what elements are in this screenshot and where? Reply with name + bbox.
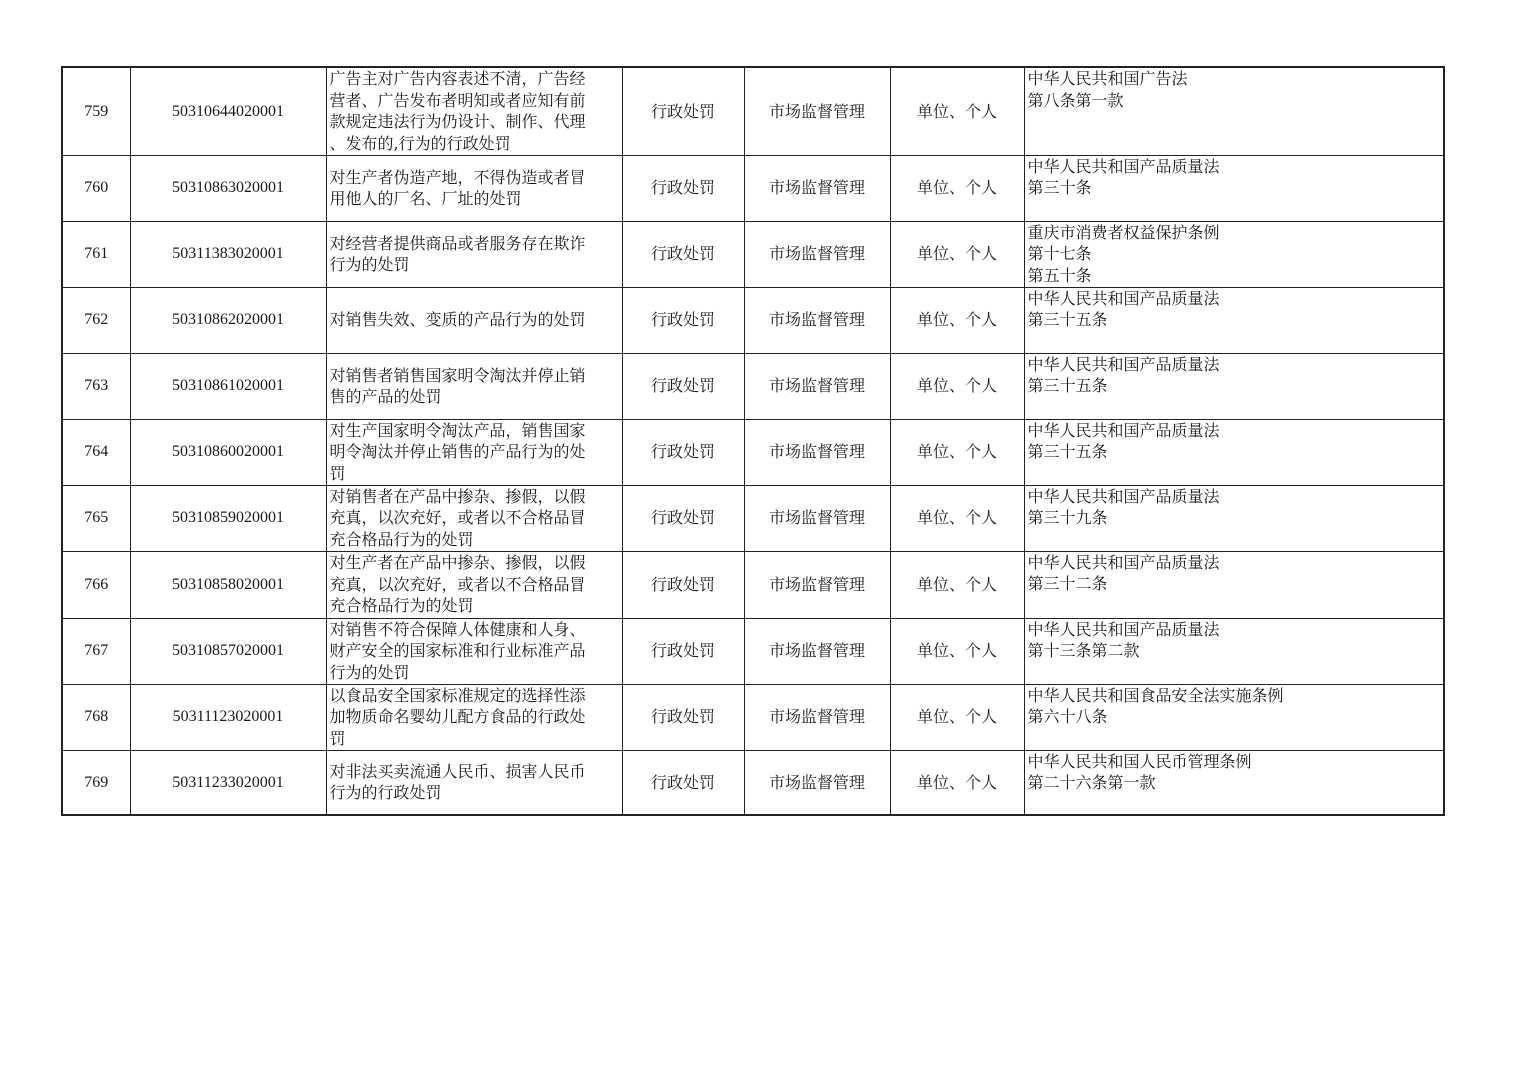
- legal-basis-line: 中华人民共和国产品质量法: [1027, 288, 1220, 308]
- item-name-line: 财产安全的国家标准和行业标准产品: [329, 641, 586, 661]
- item-name-line: 充合格品行为的处罚: [329, 596, 474, 616]
- power-type-cell: 行政处罚: [622, 419, 744, 485]
- power-type-cell: 行政处罚: [622, 67, 744, 155]
- legal-basis-cell: [1024, 684, 1444, 750]
- department-cell: 市场监督管理: [744, 155, 890, 221]
- item-name-line: 罚: [329, 463, 346, 483]
- legal-basis-cell: [1024, 353, 1444, 419]
- power-type-cell: 行政处罚: [622, 287, 744, 353]
- legal-basis-cell: [1024, 750, 1444, 815]
- legal-basis-line: 中华人民共和国产品质量法: [1027, 156, 1220, 176]
- item-name-cell: [326, 419, 622, 485]
- row-number-cell: 769: [62, 750, 130, 815]
- table-row: [62, 67, 1444, 155]
- item-name-line: 充真，以次充好，或者以不合格品冒: [329, 574, 586, 594]
- legal-basis-line: 中华人民共和国产品质量法: [1027, 420, 1220, 440]
- power-type-cell: 行政处罚: [622, 551, 744, 618]
- department-cell: 市场监督管理: [744, 618, 890, 684]
- legal-basis-line: 第三十五条: [1027, 376, 1108, 395]
- table-row: [62, 551, 1444, 618]
- rights-list-table: [61, 66, 1445, 816]
- item-name-line: 充合格品行为的处罚: [329, 529, 474, 549]
- legal-basis-cell: [1024, 485, 1444, 551]
- legal-basis-cell: [1024, 287, 1444, 353]
- item-name-line: 对销售不符合保障人体健康和人身、: [329, 619, 586, 639]
- item-name-line: 行为的行政处罚: [329, 783, 442, 803]
- item-code-cell: 50310857020001: [130, 618, 326, 684]
- item-name-line: 对经营者提供商品或者服务存在欺诈: [329, 233, 586, 253]
- table-row: [62, 353, 1444, 419]
- item-name-cell: [326, 155, 622, 221]
- item-code-cell: 50311233020001: [130, 750, 326, 815]
- item-code-cell: 50310861020001: [130, 353, 326, 419]
- item-code-cell: 50311123020001: [130, 684, 326, 750]
- table-body: [62, 67, 1444, 815]
- table-row: [62, 419, 1444, 485]
- subject-cell: 单位、个人: [890, 684, 1024, 750]
- item-name-cell: [326, 551, 622, 618]
- item-name-line: 对销售者销售国家明令淘汰并停止销: [329, 365, 586, 385]
- department-cell: 市场监督管理: [744, 353, 890, 419]
- table-row: [62, 287, 1444, 353]
- power-type-cell: 行政处罚: [622, 155, 744, 221]
- power-type-cell: 行政处罚: [622, 353, 744, 419]
- table-row: [62, 485, 1444, 551]
- item-name-line: 对销售者在产品中掺杂、掺假，以假: [329, 486, 586, 506]
- legal-basis-line: 第八条第一款: [1027, 90, 1124, 110]
- item-name-line: 行为的处罚: [329, 662, 410, 682]
- item-name-line: 以食品安全国家标准规定的选择性添: [329, 685, 586, 705]
- table-row: [62, 221, 1444, 287]
- subject-cell: 单位、个人: [890, 221, 1024, 287]
- item-name-cell: [326, 221, 622, 287]
- legal-basis-line: 第五十条: [1027, 265, 1092, 285]
- legal-basis-line: 第十三条第二款: [1027, 641, 1140, 660]
- subject-cell: 单位、个人: [890, 485, 1024, 551]
- subject-cell: 单位、个人: [890, 155, 1024, 221]
- item-name-line: 、发布的,行为的行政处罚: [329, 133, 511, 153]
- legal-basis-line: 第六十八条: [1027, 707, 1108, 726]
- legal-basis-cell: [1024, 551, 1444, 618]
- item-code-cell: 50311383020001: [130, 221, 326, 287]
- legal-basis-line: 中华人民共和国产品质量法: [1027, 552, 1220, 572]
- item-name-line: 充真，以次充好，或者以不合格品冒: [329, 508, 586, 528]
- row-number-cell: 763: [62, 353, 130, 419]
- row-number-cell: 765: [62, 485, 130, 551]
- legal-basis-cell: [1024, 67, 1444, 155]
- item-name-line: 明令淘汰并停止销售的产品行为的处: [329, 442, 586, 462]
- legal-basis-line: 第二十六条第一款: [1027, 773, 1156, 792]
- legal-basis-line: 第十七条: [1027, 244, 1092, 263]
- item-name-line: 罚: [329, 728, 346, 748]
- item-name-line: 对非法买卖流通人民币、损害人民币: [329, 761, 586, 781]
- power-type-cell: 行政处罚: [622, 618, 744, 684]
- legal-basis-line: 第三十条: [1027, 178, 1092, 197]
- item-name-line: 营者、广告发布者明知或者应知有前: [329, 90, 586, 110]
- item-name-cell: [326, 485, 622, 551]
- department-cell: 市场监督管理: [744, 419, 890, 485]
- subject-cell: 单位、个人: [890, 551, 1024, 618]
- row-number-cell: 762: [62, 287, 130, 353]
- item-name-line: 广告主对广告内容表述不清，广告经: [329, 69, 586, 89]
- item-name-line: 对生产者伪造产地，不得伪造或者冒: [329, 167, 586, 187]
- legal-basis-line: 重庆市消费者权益保护条例: [1027, 222, 1220, 242]
- legal-basis-line: 中华人民共和国食品安全法实施条例: [1027, 685, 1284, 705]
- item-name-line: 对销售失效、变质的产品行为的处罚: [329, 310, 586, 330]
- item-code-cell: 50310644020001: [130, 67, 326, 155]
- subject-cell: 单位、个人: [890, 287, 1024, 353]
- table-row: [62, 618, 1444, 684]
- legal-basis-cell: [1024, 221, 1444, 287]
- department-cell: 市场监督管理: [744, 221, 890, 287]
- item-name-line: 对生产者在产品中掺杂、掺假，以假: [329, 553, 586, 573]
- row-number-cell: 760: [62, 155, 130, 221]
- row-number-cell: 764: [62, 419, 130, 485]
- legal-basis-line: 中华人民共和国广告法: [1027, 69, 1188, 88]
- power-type-cell: 行政处罚: [622, 684, 744, 750]
- item-code-cell: 50310859020001: [130, 485, 326, 551]
- row-number-cell: 768: [62, 684, 130, 750]
- power-type-cell: 行政处罚: [622, 485, 744, 551]
- department-cell: 市场监督管理: [744, 287, 890, 353]
- legal-basis-line: 第三十五条: [1027, 442, 1108, 461]
- legal-basis-line: 中华人民共和国产品质量法: [1027, 354, 1220, 374]
- department-cell: 市场监督管理: [744, 485, 890, 551]
- row-number-cell: 767: [62, 618, 130, 684]
- legal-basis-cell: [1024, 419, 1444, 485]
- legal-basis-line: 第三十二条: [1027, 574, 1108, 593]
- row-number-cell: 759: [62, 67, 130, 155]
- department-cell: 市场监督管理: [744, 750, 890, 815]
- department-cell: 市场监督管理: [744, 67, 890, 155]
- item-name-line: 款规定违法行为仍设计、制作、代理: [329, 112, 586, 132]
- legal-basis-line: 中华人民共和国人民币管理条例: [1027, 751, 1252, 771]
- item-name-line: 用他人的厂名、厂址的处罚: [329, 189, 522, 208]
- subject-cell: 单位、个人: [890, 353, 1024, 419]
- department-cell: 市场监督管理: [744, 551, 890, 618]
- item-name-line: 售的产品的处罚: [329, 387, 442, 406]
- subject-cell: 单位、个人: [890, 750, 1024, 815]
- row-number-cell: 761: [62, 221, 130, 287]
- table-row: [62, 155, 1444, 221]
- table-row: [62, 684, 1444, 750]
- legal-basis-line: 中华人民共和国产品质量法: [1027, 486, 1220, 506]
- item-name-cell: [326, 287, 622, 353]
- subject-cell: 单位、个人: [890, 419, 1024, 485]
- item-name-cell: [326, 750, 622, 815]
- power-type-cell: 行政处罚: [622, 221, 744, 287]
- item-code-cell: 50310858020001: [130, 551, 326, 618]
- item-name-cell: [326, 353, 622, 419]
- legal-basis-line: 中华人民共和国产品质量法: [1027, 619, 1220, 639]
- table-row: [62, 750, 1444, 815]
- item-code-cell: 50310863020001: [130, 155, 326, 221]
- item-code-cell: 50310860020001: [130, 419, 326, 485]
- legal-basis-cell: [1024, 618, 1444, 684]
- department-cell: 市场监督管理: [744, 684, 890, 750]
- subject-cell: 单位、个人: [890, 618, 1024, 684]
- legal-basis-line: 第三十九条: [1027, 508, 1108, 527]
- item-name-line: 行为的处罚: [329, 255, 410, 274]
- item-name-line: 加物质命名婴幼儿配方食品的行政处: [329, 707, 586, 727]
- row-number-cell: 766: [62, 551, 130, 618]
- item-name-cell: [326, 618, 622, 684]
- legal-basis-cell: [1024, 155, 1444, 221]
- item-name-cell: [326, 67, 622, 155]
- power-type-cell: 行政处罚: [622, 750, 744, 815]
- item-code-cell: 50310862020001: [130, 287, 326, 353]
- item-name-cell: [326, 684, 622, 750]
- subject-cell: 单位、个人: [890, 67, 1024, 155]
- item-name-line: 对生产国家明令淘汰产品，销售国家: [329, 420, 586, 440]
- legal-basis-line: 第三十五条: [1027, 310, 1108, 329]
